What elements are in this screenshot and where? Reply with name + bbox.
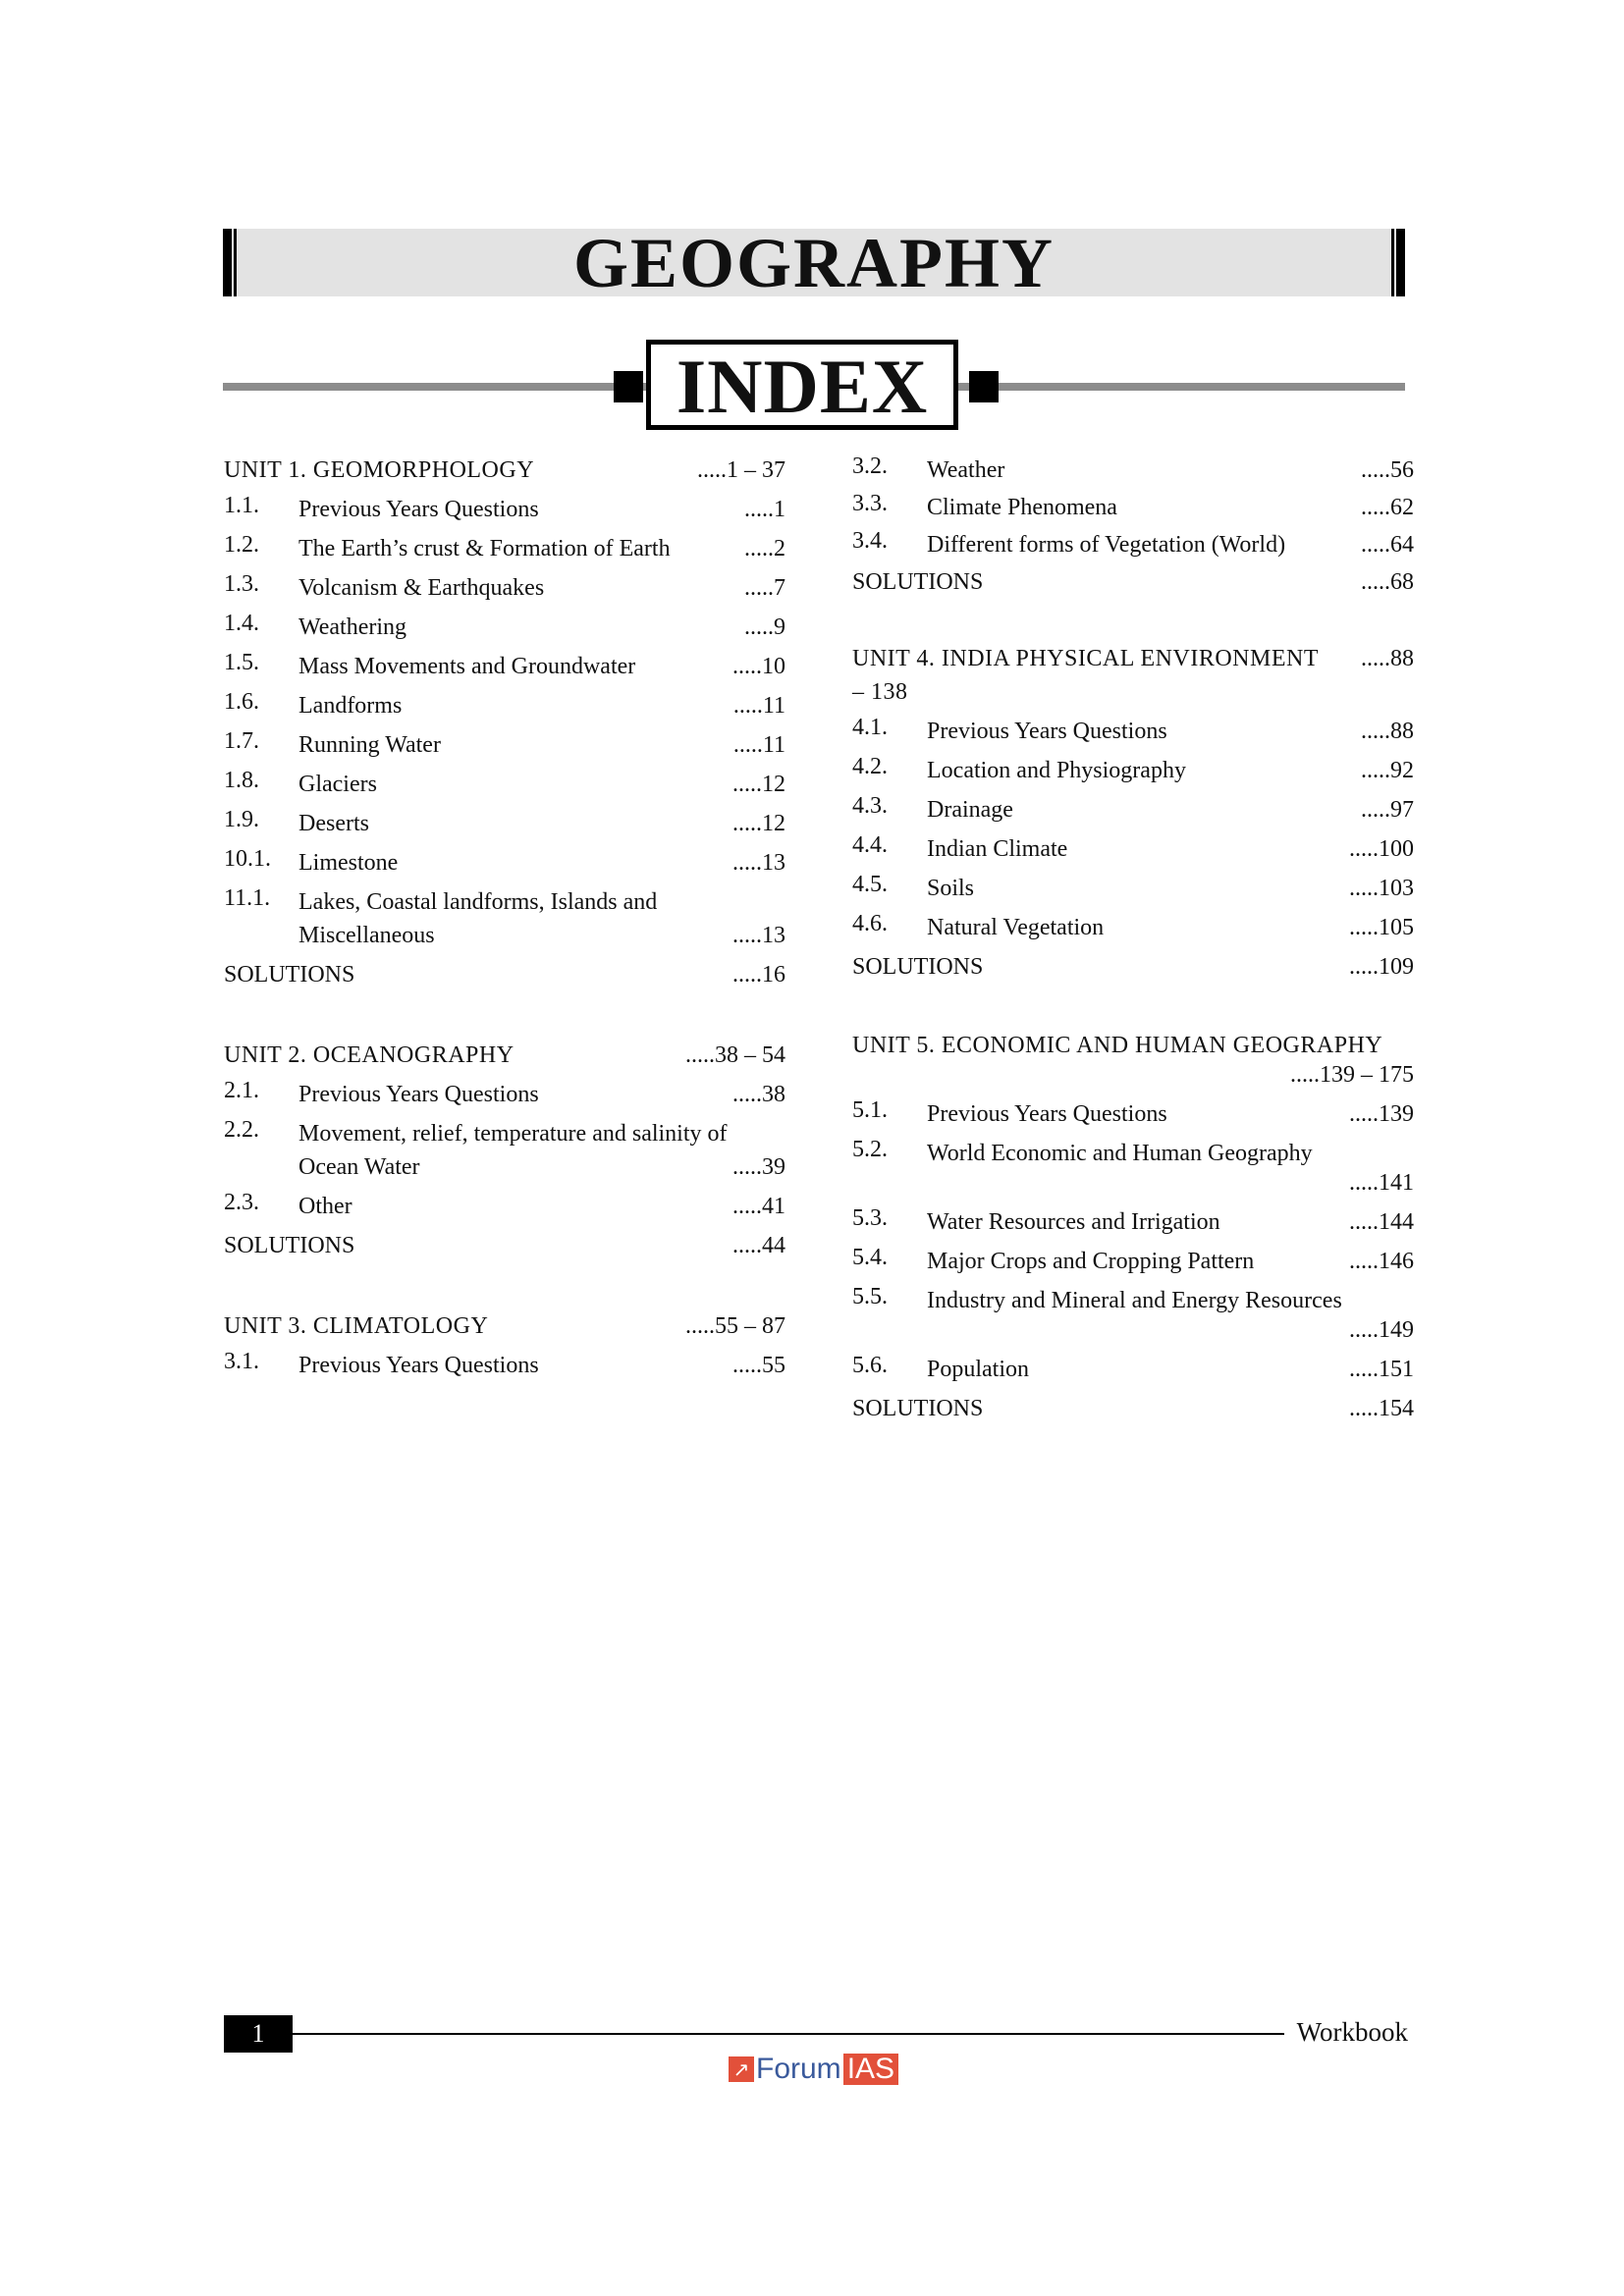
toc-page-ref: .....144 xyxy=(1349,1209,1414,1235)
toc-entry xyxy=(852,911,1414,944)
toc-entry-number: 5.4. xyxy=(852,1245,888,1270)
toc-unit-heading xyxy=(224,1039,785,1072)
toc-page-ref: .....13 xyxy=(732,850,785,876)
toc-entry xyxy=(852,793,1414,827)
toc-right-column xyxy=(852,454,1414,1425)
page-number: 1 xyxy=(224,2015,293,2053)
toc-entry-label: Landforms xyxy=(298,693,403,719)
toc-solutions-entry xyxy=(852,565,1414,599)
toc-entry-number: 1.1. xyxy=(224,493,259,518)
toc-page-ref: .....13 xyxy=(732,923,785,948)
toc-entry-label: Indian Climate xyxy=(927,836,1068,862)
toc-entry-label: Major Crops and Cropping Pattern xyxy=(927,1249,1255,1274)
toc-page-ref: .....139 – 175 xyxy=(1290,1062,1414,1088)
toc-entry-number: 11.1. xyxy=(224,885,271,911)
toc-entry xyxy=(224,1117,785,1184)
toc-entry xyxy=(852,1353,1414,1386)
toc-entry-label: Climate Phenomena xyxy=(927,495,1117,520)
toc-entry-label: UNIT 2. OCEANOGRAPHY xyxy=(224,1042,514,1068)
toc-entry-label: Previous Years Questions xyxy=(298,497,539,522)
logo-ias-text: IAS xyxy=(843,2054,898,2085)
logo-forum-text: Forum xyxy=(756,2053,841,2085)
toc-entry-number: 1.7. xyxy=(224,728,259,754)
toc-entry xyxy=(852,528,1414,561)
toc-entry xyxy=(852,491,1414,524)
toc-entry-label: Deserts xyxy=(298,811,369,836)
toc-entry xyxy=(852,1205,1414,1239)
index-heading-box xyxy=(646,340,958,430)
toc-entry xyxy=(852,1245,1414,1278)
toc-page-ref: .....151 xyxy=(1349,1357,1414,1382)
toc-page-ref: .....44 xyxy=(732,1233,785,1258)
toc-entry-number: 1.3. xyxy=(224,571,259,597)
toc-entry-label: SOLUTIONS xyxy=(852,954,984,980)
toc-page-ref: .....1 – 37 xyxy=(697,457,785,483)
toc-entry-label: UNIT 3. CLIMATOLOGY xyxy=(224,1313,489,1339)
footer-workbook-label: Workbook xyxy=(1296,2017,1408,2047)
toc-page-ref: .....2 xyxy=(744,536,785,561)
banner-right-bars xyxy=(1391,229,1405,296)
toc-entry-label: Location and Physiography xyxy=(927,758,1186,783)
toc-entry-label: Glaciers xyxy=(298,772,377,797)
toc-entry xyxy=(224,650,785,683)
toc-entry-label: Mass Movements and Groundwater xyxy=(298,654,636,679)
toc-page-ref: .....11 xyxy=(732,693,785,719)
toc-entry-number: 1.9. xyxy=(224,807,259,832)
index-cap-right xyxy=(969,371,999,402)
toc-entry-label: Volcanism & Earthquakes xyxy=(298,575,545,601)
toc-entry-number: 3.2. xyxy=(852,454,888,479)
toc-entry-label: Movement, relief, temperature and salinity of xyxy=(298,1121,728,1147)
toc-page-ref: .....105 xyxy=(1349,915,1414,940)
toc-entry-number: 3.3. xyxy=(852,491,888,516)
toc-page-ref: .....55 xyxy=(732,1353,785,1378)
toc-page-ref: .....16 xyxy=(732,962,785,988)
toc-entry xyxy=(852,1097,1414,1131)
toc-entry xyxy=(224,1190,785,1223)
toc-left-column xyxy=(224,454,785,1382)
toc-entry xyxy=(224,768,785,801)
toc-entry-number: 4.5. xyxy=(852,872,888,897)
toc-page-ref: .....12 xyxy=(732,772,785,797)
toc-page-ref: .....92 xyxy=(1361,758,1414,783)
toc-entry xyxy=(224,846,785,880)
toc-entry-label: Weather xyxy=(927,457,1005,483)
toc-entry-label: Industry and Mineral and Energy Resources xyxy=(927,1288,1342,1313)
index-heading: INDEX xyxy=(676,344,929,429)
toc-page-ref: .....56 xyxy=(1361,457,1414,483)
toc-entry xyxy=(224,532,785,565)
toc-entry-number: 1.2. xyxy=(224,532,259,558)
toc-entry xyxy=(224,1349,785,1382)
toc-entry xyxy=(852,1284,1414,1347)
logo-arrow-icon: ↗ xyxy=(729,2056,754,2082)
toc-page-ref: .....139 xyxy=(1349,1101,1414,1127)
toc-entry xyxy=(852,454,1414,487)
toc-entry xyxy=(852,872,1414,905)
toc-entry xyxy=(224,885,785,952)
toc-page-ref: .....39 xyxy=(732,1154,785,1180)
page-title: GEOGRAPHY xyxy=(572,224,1055,302)
toc-entry-number: 4.3. xyxy=(852,793,888,819)
toc-entry-label: Natural Vegetation xyxy=(927,915,1105,940)
toc-entry-label: Soils xyxy=(927,876,975,901)
toc-entry-label: Weathering xyxy=(298,614,407,640)
toc-entry-number: 4.2. xyxy=(852,754,888,779)
toc-entry-label: Previous Years Questions xyxy=(927,1101,1167,1127)
toc-entry-number: 10.1. xyxy=(224,846,271,872)
toc-entry xyxy=(852,754,1414,787)
toc-page-ref: .....146 xyxy=(1349,1249,1414,1274)
toc-entry xyxy=(224,689,785,722)
toc-page-ref: .....109 xyxy=(1349,954,1414,980)
toc-entry-number: 5.3. xyxy=(852,1205,888,1231)
toc-entry-label: Lakes, Coastal landforms, Islands and xyxy=(298,889,658,915)
toc-entry-number: 2.2. xyxy=(224,1117,259,1143)
toc-page-ref: .....11 xyxy=(732,732,785,758)
toc-entry-label: Population xyxy=(927,1357,1030,1382)
toc-entry-label: Limestone xyxy=(298,850,399,876)
toc-entry-label: Other xyxy=(298,1194,352,1219)
toc-entry-number: 5.6. xyxy=(852,1353,888,1378)
toc-entry xyxy=(852,1137,1414,1200)
toc-entry-number: 2.3. xyxy=(224,1190,259,1215)
toc-unit-heading xyxy=(224,454,785,487)
toc-entry-label: Running Water xyxy=(298,732,441,758)
toc-page-ref: .....149 xyxy=(1349,1317,1414,1343)
toc-entry-number: 3.1. xyxy=(224,1349,259,1374)
toc-entry-number: 1.8. xyxy=(224,768,259,793)
toc-entry-label: Previous Years Questions xyxy=(298,1082,539,1107)
toc-unit-range-continued: – 138 xyxy=(852,679,908,705)
toc-solutions-entry xyxy=(224,1229,785,1262)
toc-entry-number: 3.4. xyxy=(852,528,888,554)
toc-page-ref: .....38 xyxy=(732,1082,785,1107)
toc-entry-label: Different forms of Vegetation (World) xyxy=(927,532,1286,558)
toc-entry-number: 5.1. xyxy=(852,1097,888,1123)
toc-page-ref: .....103 xyxy=(1349,876,1414,901)
title-banner xyxy=(223,224,1405,302)
toc-page-ref: .....100 xyxy=(1349,836,1414,862)
toc-entry-label: World Economic and Human Geography xyxy=(927,1141,1313,1166)
toc-page-ref: .....64 xyxy=(1361,532,1414,558)
toc-entry-number: 1.5. xyxy=(224,650,259,675)
toc-entry-number: 2.1. xyxy=(224,1078,259,1103)
toc-entry-label: The Earth’s crust & Formation of Earth xyxy=(298,536,671,561)
toc-entry-number: 5.2. xyxy=(852,1137,888,1162)
toc-entry-label: SOLUTIONS xyxy=(852,1396,984,1421)
toc-page-ref: .....68 xyxy=(1361,569,1414,595)
toc-page-ref: .....38 – 54 xyxy=(685,1042,785,1068)
toc-page-ref: .....55 – 87 xyxy=(685,1313,785,1339)
toc-entry-label: SOLUTIONS xyxy=(224,1233,355,1258)
toc-entry-label: Previous Years Questions xyxy=(927,719,1167,744)
toc-page-ref: .....41 xyxy=(732,1194,785,1219)
toc-page-ref: .....9 xyxy=(744,614,785,640)
toc-solutions-entry xyxy=(852,1392,1414,1425)
toc-entry xyxy=(224,493,785,526)
toc-page-ref: .....10 xyxy=(732,654,785,679)
index-cap-left xyxy=(614,371,643,402)
toc-page-ref: .....7 xyxy=(744,575,785,601)
toc-entry xyxy=(224,1078,785,1111)
toc-entry-label: SOLUTIONS xyxy=(852,569,984,595)
toc-unit-heading xyxy=(852,1029,1414,1092)
toc-entry xyxy=(224,571,785,605)
toc-page-ref: .....97 xyxy=(1361,797,1414,823)
toc-entry xyxy=(852,832,1414,866)
footer-rule xyxy=(293,2033,1284,2035)
toc-solutions-entry xyxy=(224,958,785,991)
toc-entry-number: 5.5. xyxy=(852,1284,888,1309)
toc-entry-number: 1.6. xyxy=(224,689,259,715)
toc-entry-label: UNIT 5. ECONOMIC AND HUMAN GEOGRAPHY xyxy=(852,1033,1383,1058)
toc-entry xyxy=(852,715,1414,748)
toc-entry-number: 1.4. xyxy=(224,611,259,636)
toc-solutions-entry xyxy=(852,950,1414,984)
toc-page-ref: .....154 xyxy=(1349,1396,1414,1421)
toc-entry-label: Water Resources and Irrigation xyxy=(927,1209,1220,1235)
forumias-logo xyxy=(729,2052,898,2087)
toc-unit-heading xyxy=(852,642,1414,709)
toc-entry-label-continued: Ocean Water xyxy=(298,1154,420,1180)
toc-page-ref: .....141 xyxy=(1349,1170,1414,1196)
toc-entry xyxy=(224,807,785,840)
toc-entry-number: 4.1. xyxy=(852,715,888,740)
toc-unit-heading xyxy=(224,1309,785,1343)
toc-entry-label-continued: Miscellaneous xyxy=(298,923,435,948)
toc-entry-label: UNIT 1. GEOMORPHOLOGY xyxy=(224,457,535,483)
toc-entry-label: SOLUTIONS xyxy=(224,962,355,988)
toc-page-ref: .....62 xyxy=(1361,495,1414,520)
toc-entry xyxy=(224,728,785,762)
toc-entry-label: UNIT 4. INDIA PHYSICAL ENVIRONMENT xyxy=(852,646,1319,671)
toc-entry xyxy=(224,611,785,644)
toc-entry-number: 4.6. xyxy=(852,911,888,936)
toc-page-ref: .....1 xyxy=(744,497,785,522)
toc-entry-label: Previous Years Questions xyxy=(298,1353,539,1378)
toc-page-ref: .....88 xyxy=(1361,719,1414,744)
toc-page-ref: .....12 xyxy=(732,811,785,836)
toc-page-ref: .....88 xyxy=(1361,646,1414,671)
toc-entry-number: 4.4. xyxy=(852,832,888,858)
toc-entry-label: Drainage xyxy=(927,797,1013,823)
